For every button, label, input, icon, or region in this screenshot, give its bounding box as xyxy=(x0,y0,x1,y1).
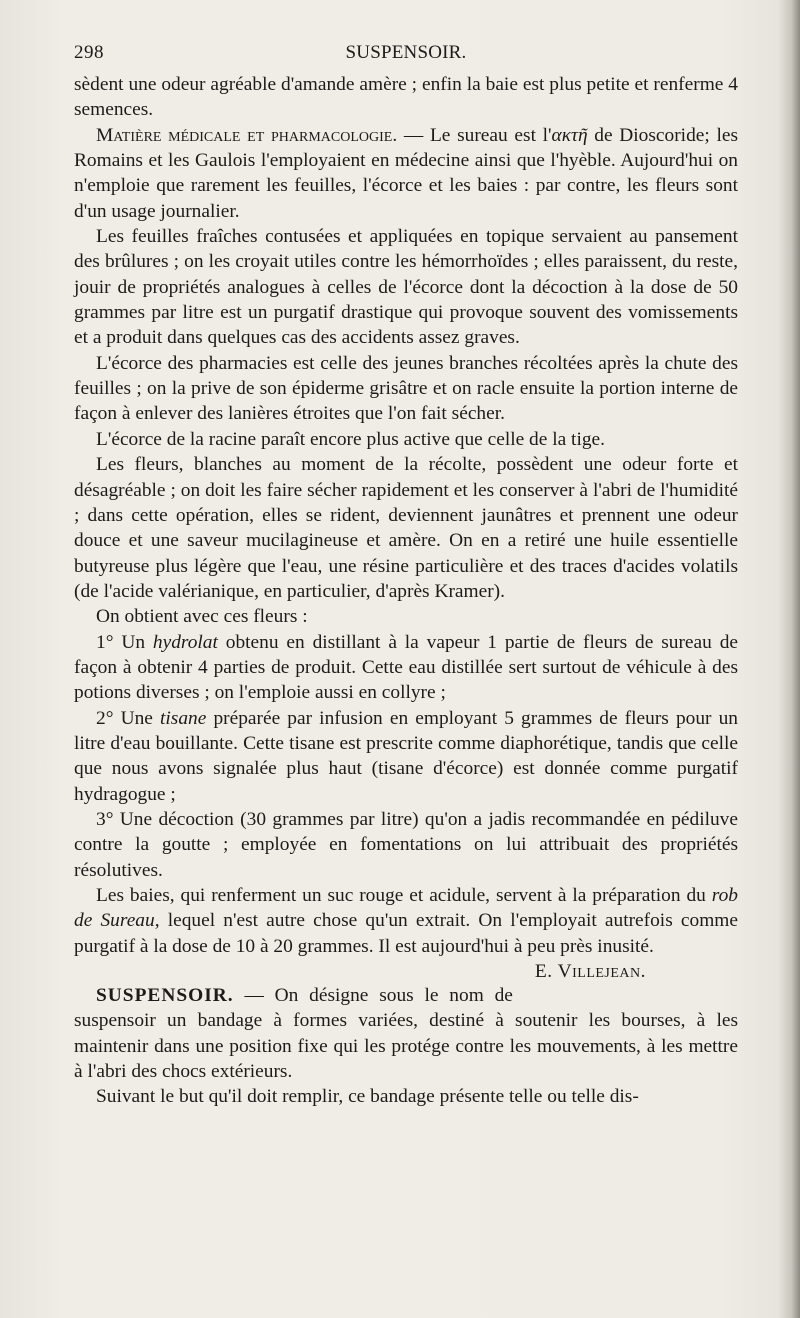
author-signature: E. Villejean. xyxy=(534,961,646,983)
list-item: 3° Une décoction (30 grammes par litre) qu'on a jadis recommandée en pédiluve contre la goutte ; employée en fomentations on lui attribuait des propriétés résolutives. xyxy=(74,808,738,881)
section-heading: Matière médicale et pharmacologie. xyxy=(96,124,398,146)
entry-headword: SUSPENSOIR. xyxy=(96,985,234,1007)
page-edge-shadow xyxy=(778,0,800,1318)
paragraph: On obtient avec ces fleurs : xyxy=(96,606,308,628)
running-header xyxy=(74,42,738,68)
body-text xyxy=(74,72,738,1110)
paragraph: Suivant le but qu'il doit remplir, ce bandage présente telle ou telle dis- xyxy=(96,1086,639,1108)
list-item: 1° Un hydrolat obtenu en distillant à la vapeur 1 partie de fleurs de sureau de façon à obtenir 4 parties de produit. Cette eau distillée sert surtout de véhicule à des potions diverses ; on l'emploie aussi en collyre ; xyxy=(74,631,738,704)
paragraph: sèdent une odeur agréable d'amande amère ; enfin la baie est plus petite et renferme 4 semences. xyxy=(74,74,738,121)
greek-word: ακτῆ xyxy=(551,124,588,146)
paragraph: L'écorce des pharmacies est celle des jeunes branches récoltées après la chute des feuilles ; on la prive de son épiderme grisâtre et on racle ensuite la portion interne de façon à enlever des lanières étroites que l'on fait sécher. xyxy=(74,352,738,425)
running-title: SUSPENSOIR. xyxy=(345,42,467,63)
page-number: 298 xyxy=(74,42,104,63)
paragraph: SUSPENSOIR. — On désigne sous le nom de suspensoir un bandage à formes variées, destiné à soutenir les bourses, à les maintenir dans une position fixe qui les protége contre les mouvements, à les mettre à l'abri des chocs extérieurs. xyxy=(74,985,738,1083)
paragraph: L'écorce de la racine paraît encore plus active que celle de la tige. xyxy=(96,428,605,450)
paragraph: Les baies, qui renferment un suc rouge et acidule, servent à la préparation du rob de Sureau, lequel n'est autre chose qu'un extrait. On l'employait autrefois comme purgatif à la dose de 10 à 20 grammes. Il est aujourd'hui à peu près inusité. E. Villejean. xyxy=(74,883,738,959)
paragraph: Les feuilles fraîches contusées et appliquées en topique servaient au pansement des brûlures ; on les croyait utiles contre les hémorrhoïdes ; elles paraissent, du reste, jouir de propriétés analogues à celles de l'écorce dont la décoction à la dose de 50 grammes par litre est un purgatif drastique qui provoque souvent des vomissements et a produit dans quelques cas des accidents assez graves. xyxy=(74,226,738,349)
paragraph: Les fleurs, blanches au moment de la récolte, possèdent une odeur forte et désagréable ; on doit les faire sécher rapidement et les conserver à l'abri de l'humidité ; dans cette opération, elles se rident, deviennent jaunâtres et prennent une odeur douce et une saveur mucilagineuse et amère. On en a retiré une huile essentielle butyreuse plus légère que l'eau, une résine particulière et des traces d'acides volatils (de l'acide valérianique, en particulier, d'après Kramer). xyxy=(74,454,738,602)
paragraph: Matière médicale et pharmacologie. — Le sureau est l'ακτῆ de Dioscoride; les Romains et les Gaulois l'employaient en médecine ainsi que l'hyèble. Aujourd'hui on n'emploie que rarement les feuilles, l'écorce et les baies : par contre, les fleurs sont d'un usage journalier. xyxy=(74,124,738,222)
list-item: 2° Une tisane préparée par infusion en employant 5 grammes de fleurs pour un litre d'eau bouillante. Cette tisane est prescrite comme diaphorétique, tandis que celle que nous avons signalée plus haut (tisane d'écorce) est donnée comme purgatif hydragogue ; xyxy=(74,707,739,805)
